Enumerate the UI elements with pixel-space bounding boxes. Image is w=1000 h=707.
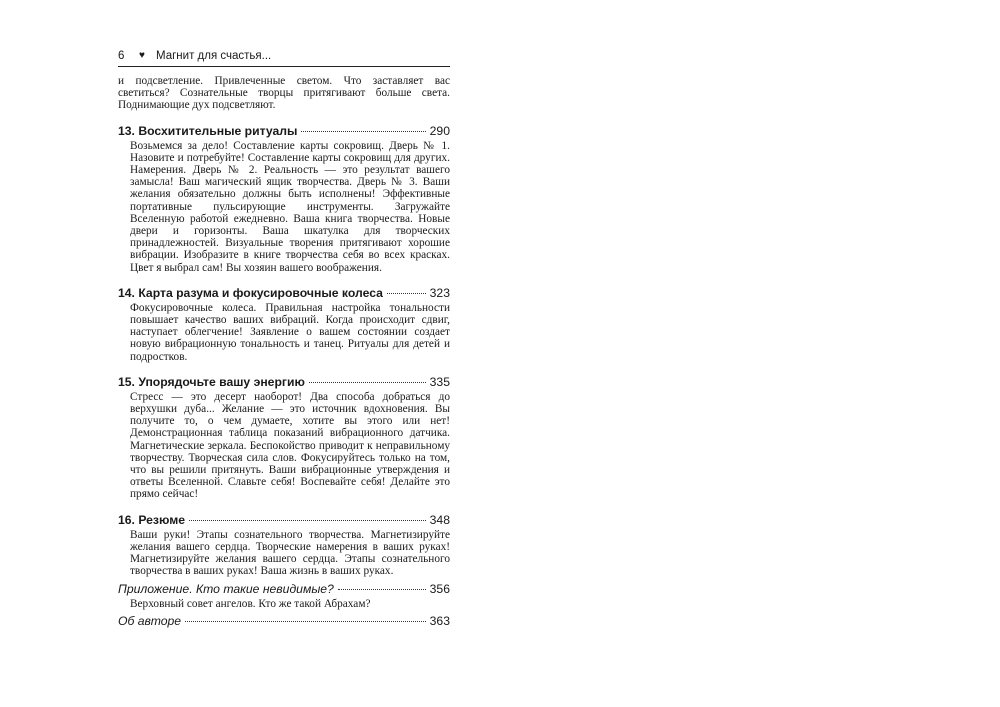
dot-leader xyxy=(189,520,426,521)
heart-icon: ♥ xyxy=(139,50,145,61)
dot-leader xyxy=(309,382,426,383)
toc-entry-14[interactable] xyxy=(118,286,450,363)
toc-entry-title: 15. Упорядочьте вашу энергию xyxy=(118,374,305,389)
toc-entry-title: 14. Карта разума и фокусировочные колеса xyxy=(118,285,383,300)
toc-entry-page: 363 xyxy=(429,613,450,628)
toc-entry-about[interactable] xyxy=(118,614,450,629)
running-header xyxy=(118,48,450,66)
toc-entry-13[interactable] xyxy=(118,124,450,274)
toc-entry-page: 335 xyxy=(429,374,450,389)
toc-entry-appendix[interactable] xyxy=(118,582,450,610)
dot-leader xyxy=(301,131,425,132)
toc-entry-title: Об авторе xyxy=(118,613,182,628)
toc-entry-title: 13. Восхитительные ритуалы xyxy=(118,123,298,138)
toc-entry-page: 323 xyxy=(429,285,450,300)
book-page xyxy=(118,48,450,628)
dot-leader xyxy=(387,293,426,294)
toc-entry-title: Приложение. Кто такие невидимые? xyxy=(118,581,334,596)
toc-entry-description: Ваши руки! Этапы сознательного творчества. Магнетизируйте желания вашего сердца. Творческие намерения в ваших руках! Магнетизируйте желания вашего сердца. Этапы сознательного творчества в ваших руках! Ваша жизнь в ваших руках. xyxy=(130,528,450,578)
continued-text: и подсветление. Привлеченные светом. Что заставляет вас светиться? Сознательные творцы притягивают больше света. Поднимающие дух подсветляют. xyxy=(118,75,450,112)
dot-leader xyxy=(338,589,426,590)
toc-entry-page: 348 xyxy=(429,512,450,527)
dot-leader xyxy=(185,621,426,622)
toc-entry-description: Фокусировочные колеса. Правильная настройка тональности повышает качество ваших вибраций. Когда происходит сдвиг, наступает облегчение! Заявление о вашем состоянии создает новую вибрационную тональность и танец. Ритуалы для детей и подростков. xyxy=(130,301,450,363)
header-rule xyxy=(118,66,450,67)
toc-entry-description: Возьмемся за дело! Составление карты сокровищ. Дверь № 1. Назовите и потребуйте! Составление карты сокровищ для других. Намерения. Дверь № 2. Реальность — это результат вашего замысла! Ваш магический ящик творчества. Дверь № 3. Ваши желания обязательно должны быть исполнены! Эффективные портативные пульсирующие инструменты. Загружайте Вселенную работой ежедневно. Ваша книга творчества. Новые двери и горизонты. Ваша шкатулка для творческих принадлежностей. Визуальные творения притягивают хорошие вибрации. Изобразите в книге творчества себя во всех красках. Цвет я выбрал сам! Вы хозяин вашего воображения. xyxy=(130,139,450,274)
toc-entry-page: 290 xyxy=(429,123,450,138)
toc-entry-title: 16. Резюме xyxy=(118,512,186,527)
toc-entry-16[interactable] xyxy=(118,513,450,578)
toc-entry-description: Стресс — это десерт наоборот! Два способа добраться до верхушки дуба... Желание — это источник вдохновения. Вы получите то, о чем думаете, хотите вы этого или нет! Демонстрационная таблица показаний вибрационного датчика. Магнетические зеркала. Беспокойство приводит к неправильному творчеству. Творческая сила слов. Фокусируйтесь только на том, что вы решили притянуть. Ваши вибрационные утверждения и ответы Вселенной. Славьте себя! Воспевайте себя! Делайте это прямо сейчас! xyxy=(130,390,450,501)
page-number: 6 xyxy=(118,50,125,62)
toc-entry-15[interactable] xyxy=(118,375,450,501)
table-of-contents xyxy=(118,75,450,629)
toc-entry-description: Верховный совет ангелов. Кто же такой Абрахам? xyxy=(130,597,371,610)
running-title: Магнит для счастья... xyxy=(156,50,272,62)
toc-entry-page: 356 xyxy=(429,581,450,596)
